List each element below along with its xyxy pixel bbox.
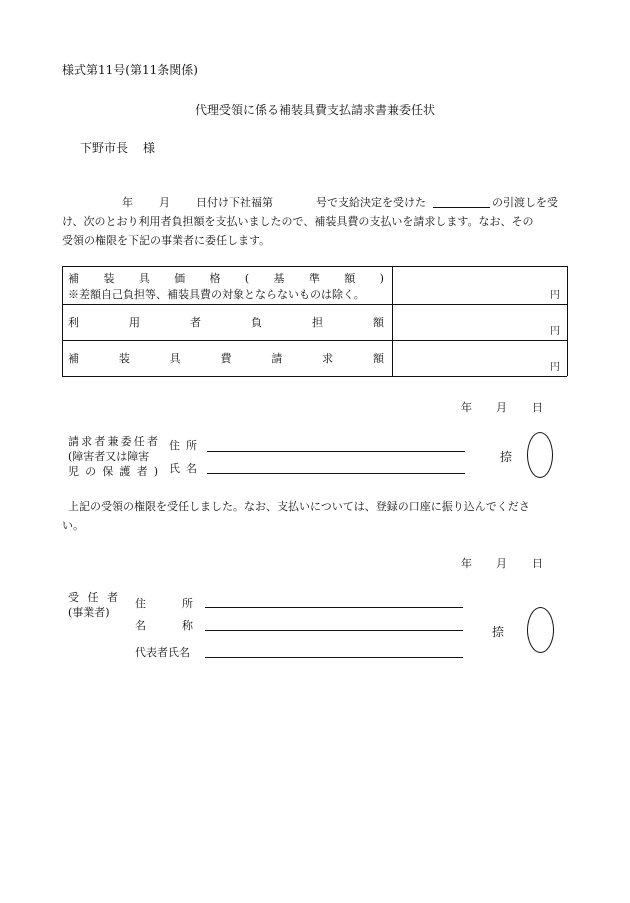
claimant-title-line-2: (障害者又は障害 xyxy=(68,450,150,463)
intro-day-text: 日付け下社福第 xyxy=(196,196,273,209)
form-number: 様式第11号(第11条関係) xyxy=(62,63,198,77)
label-char: 児 xyxy=(68,465,79,478)
seal-mark-label: 捺 xyxy=(492,625,505,639)
seal-circle xyxy=(527,432,553,478)
date-month: 月 xyxy=(496,557,507,570)
acceptance-line-2: い。 xyxy=(62,519,84,532)
claimant-title-line-3 xyxy=(68,464,158,479)
label-char: 額 xyxy=(372,352,384,365)
table-border-right xyxy=(567,266,568,376)
label-char: 請 xyxy=(68,435,79,448)
label-char: 補 xyxy=(68,352,79,365)
label-char: 保 xyxy=(102,465,114,478)
label-char: 名 xyxy=(186,462,197,475)
label-char: 者 xyxy=(136,465,148,478)
label-char: 氏 xyxy=(169,462,180,475)
label-char: 求 xyxy=(81,435,93,448)
agent-representative-input[interactable] xyxy=(205,657,463,658)
field-label-company-name xyxy=(135,618,193,633)
label-char: 準 xyxy=(308,272,320,285)
label-char: 費 xyxy=(220,352,232,365)
date-month: 月 xyxy=(496,401,507,414)
field-label-representative: 代表者氏名 xyxy=(135,646,190,659)
label-char: の xyxy=(85,465,97,478)
label-char: ) xyxy=(153,465,158,478)
label-char: 住 xyxy=(169,439,180,452)
label-char: 負 xyxy=(251,316,262,329)
label-char: 者 xyxy=(107,591,118,604)
label-char: 利 xyxy=(68,316,79,329)
field-label-name xyxy=(169,461,197,476)
label-char: 担 xyxy=(312,316,323,329)
unit-yen: 円 xyxy=(550,362,560,373)
label-char: 任 xyxy=(87,591,99,604)
page-title: 代理受領に係る補装具費支払請求書兼委任状 xyxy=(194,103,435,117)
agent-company-name-input[interactable] xyxy=(205,630,463,631)
label-char: 委 xyxy=(120,435,132,448)
intro-month: 月 xyxy=(159,196,170,209)
label-char: 装 xyxy=(103,272,115,285)
unit-yen: 円 xyxy=(550,326,560,337)
claimant-address-input[interactable] xyxy=(207,451,465,452)
date-year: 年 xyxy=(461,557,472,570)
table-row-note: ※差額自己負担等、補装具費の対象とならないものは除く。 xyxy=(68,288,365,301)
label-char: 額 xyxy=(344,272,356,285)
label-char: 基 xyxy=(273,272,285,285)
label-char: 装 xyxy=(118,352,130,365)
label-char: 所 xyxy=(182,597,193,610)
label-char: 具 xyxy=(169,352,181,365)
date-year: 年 xyxy=(461,401,472,414)
label-char: 額 xyxy=(373,316,384,329)
label-char: 求 xyxy=(322,352,334,365)
amount-field-base[interactable] xyxy=(393,268,567,304)
intro-line-2: け、次のとおり利用者負担額を支払いましたので、補装具費の支払いを請求します。なお、その xyxy=(62,215,534,228)
intro-year: 年 xyxy=(122,196,133,209)
amount-field-claim[interactable] xyxy=(393,341,567,376)
label-char: 所 xyxy=(186,439,197,452)
label-char: 補 xyxy=(68,272,79,285)
addressee-name: 下野市長 xyxy=(80,141,129,155)
label-char: 価 xyxy=(174,272,186,285)
table-row-label xyxy=(68,271,384,286)
label-char: ) xyxy=(379,272,384,285)
label-char: 名 xyxy=(135,619,146,632)
date-day: 日 xyxy=(532,557,543,570)
label-char: 者 xyxy=(94,435,106,448)
acceptance-line-1: 上記の受領の権限を受任しました。なお、支払いについては、登録の口座に振り込んでくださ xyxy=(68,500,530,513)
date-day: 日 xyxy=(532,401,543,414)
amount-field-user-burden[interactable] xyxy=(393,305,567,340)
label-char: 任 xyxy=(133,435,145,448)
intro-after-blank: の引渡しを受 xyxy=(492,196,558,209)
agent-title-line-2: (事業者) xyxy=(68,606,110,619)
agent-address-input[interactable] xyxy=(205,607,463,608)
seal-mark-label: 捺 xyxy=(500,450,513,464)
label-char: 者 xyxy=(190,316,201,329)
label-char: 護 xyxy=(119,465,131,478)
agent-title xyxy=(68,590,118,605)
label-char: 者 xyxy=(146,435,158,448)
table-row-label xyxy=(68,351,384,366)
intro-number-text: 号で支給決定を受けた xyxy=(316,196,426,209)
label-char: 住 xyxy=(135,597,146,610)
field-label-address xyxy=(169,438,197,453)
intro-line-3: 受領の権限を下記の事業者に委任します。 xyxy=(62,234,271,247)
label-char: 受 xyxy=(68,591,79,604)
label-char: ( xyxy=(244,272,250,285)
label-char: 請 xyxy=(271,352,283,365)
label-char: 具 xyxy=(138,272,150,285)
device-name-blank[interactable] xyxy=(433,207,490,208)
table-border-bottom xyxy=(62,376,567,377)
table-row-label xyxy=(68,315,384,330)
label-char: 格 xyxy=(209,272,221,285)
label-char: 兼 xyxy=(107,435,119,448)
unit-yen: 円 xyxy=(550,290,560,301)
table-border-left xyxy=(62,266,63,376)
field-label-address xyxy=(135,596,193,611)
claimant-name-input[interactable] xyxy=(207,473,465,474)
claimant-title xyxy=(68,434,158,449)
table-border-top xyxy=(62,266,567,267)
label-char: 用 xyxy=(129,316,140,329)
addressee-honorific: 様 xyxy=(143,141,156,155)
label-char: 称 xyxy=(182,619,193,632)
seal-circle xyxy=(527,607,554,653)
